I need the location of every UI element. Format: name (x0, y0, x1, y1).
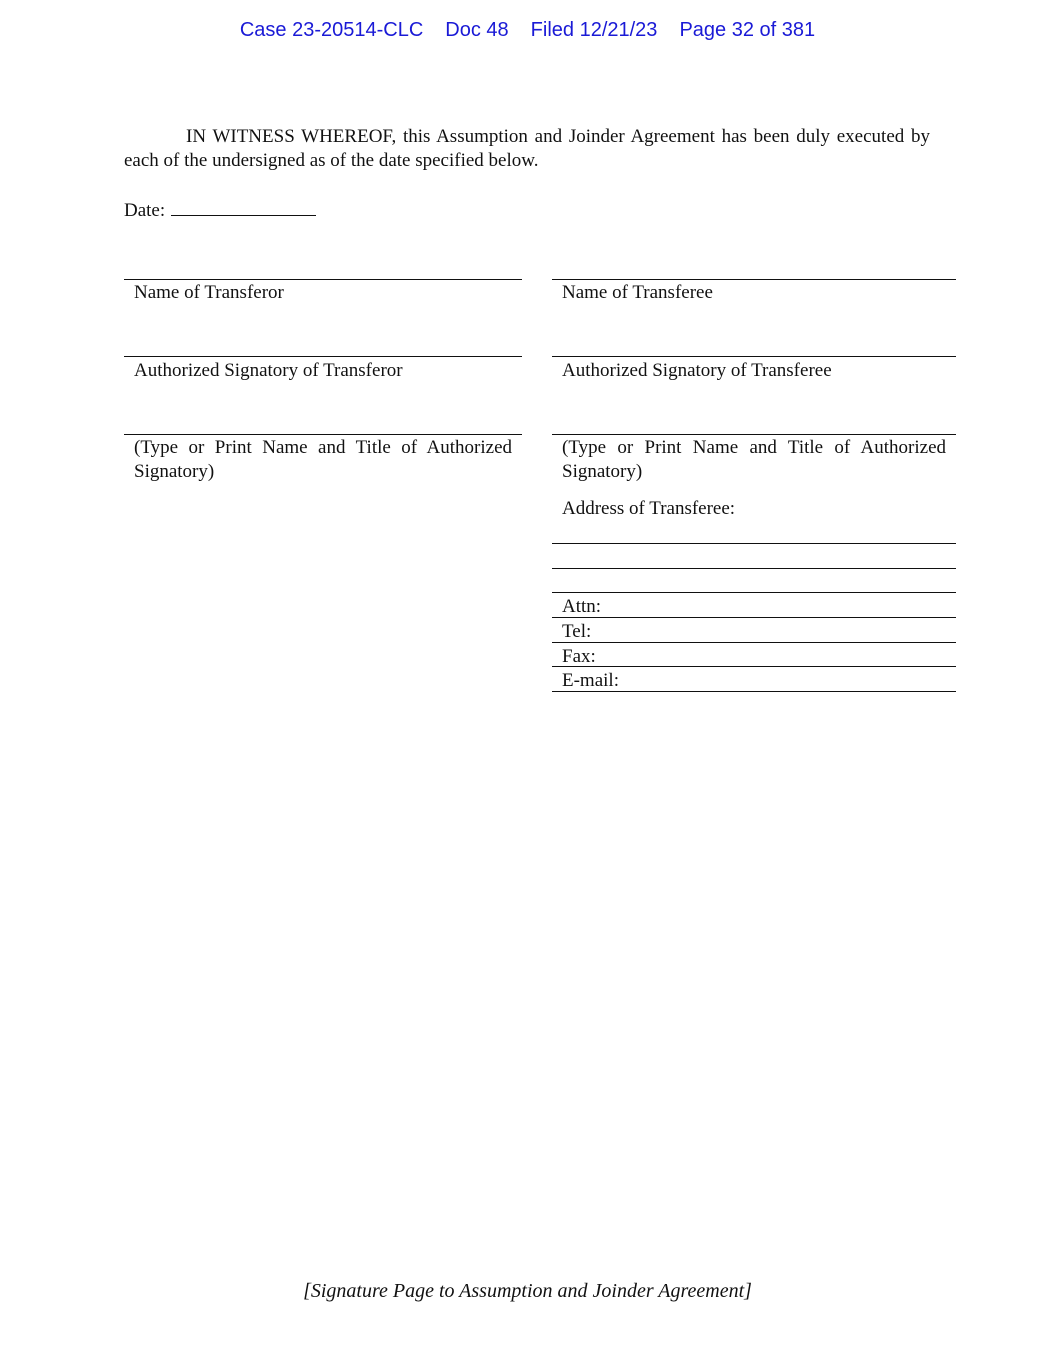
filed-date: Filed 12/21/23 (530, 19, 658, 41)
email-label: E-mail: (562, 670, 619, 691)
date-row (124, 197, 930, 223)
transferee-name-line[interactable] (552, 279, 956, 280)
fax-line[interactable] (552, 666, 956, 667)
date-label: Date: (124, 200, 166, 221)
case-number: Case 23-20514-CLC (239, 19, 424, 41)
address-line-3[interactable] (552, 592, 956, 593)
attn-label: Attn: (562, 596, 602, 617)
witness-paragraph-block (124, 125, 930, 173)
witness-paragraph: IN WITNESS WHEREOF, this Assumption and Joinder Agreement has been duly executed by each of the undersigned as of the date specified below. (124, 126, 930, 171)
transferee-signatory-label: Authorized Signatory of Transferee (562, 360, 832, 381)
tel-line[interactable] (552, 642, 956, 643)
transferee-address-label: Address of Transferee: (562, 498, 736, 519)
fax-label: Fax: (562, 646, 596, 667)
date-blank-field[interactable] (171, 197, 316, 216)
tel-label: Tel: (562, 621, 592, 642)
transferor-print-name-label: (Type or Print Name and Title of Authorized Signatory) (134, 437, 512, 482)
transferor-name-line[interactable] (124, 279, 522, 280)
transferor-signatory-label: Authorized Signatory of Transferor (134, 360, 403, 381)
signature-page-footer: [Signature Page to Assumption and Joinder Agreement] (303, 1280, 752, 1302)
transferee-print-name-label: (Type or Print Name and Title of Authorized Signatory) (562, 437, 946, 482)
transferor-signature-line[interactable] (124, 356, 522, 357)
doc-number: Doc 48 (445, 19, 509, 41)
transferee-signature-line[interactable] (552, 356, 956, 357)
address-line-1[interactable] (552, 543, 956, 544)
email-line[interactable] (552, 691, 956, 692)
transferee-print-name-line[interactable] (552, 434, 956, 435)
transferor-name-label: Name of Transferor (134, 282, 284, 303)
attn-line[interactable] (552, 617, 956, 618)
transferor-print-name-line[interactable] (124, 434, 522, 435)
address-line-2[interactable] (552, 568, 956, 569)
case-header (0, 19, 1055, 42)
page-number: Page 32 of 381 (679, 19, 816, 41)
transferee-name-label: Name of Transferee (562, 282, 713, 303)
